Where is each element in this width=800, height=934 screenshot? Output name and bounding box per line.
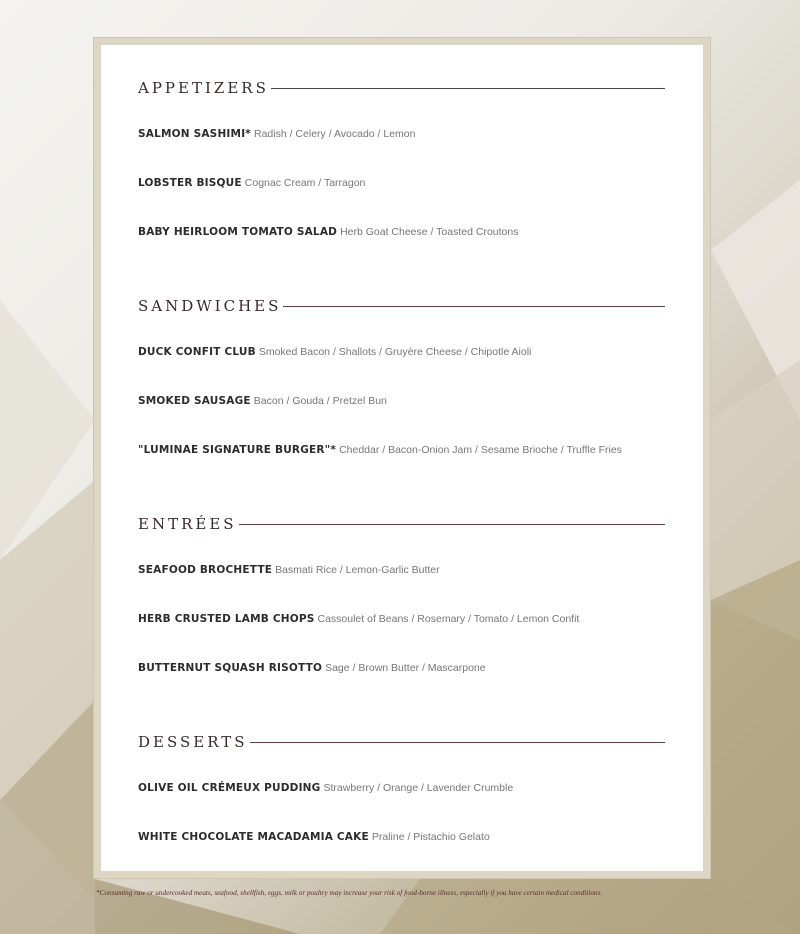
item-name: WHITE CHOCOLATE MACADAMIA CAKE	[138, 831, 369, 843]
item-name: SMOKED SAUSAGE	[138, 395, 251, 407]
item-description: Smoked Bacon / Shallots / Gruyère Cheese / Chipotle Aioli	[258, 346, 532, 358]
item-description: Praline / Pistachio Gelato	[371, 831, 490, 843]
item-name: "LUMINAE SIGNATURE BURGER"*	[138, 444, 337, 456]
section-divider	[239, 524, 665, 525]
section-divider	[250, 742, 665, 743]
section-sandwiches	[138, 296, 665, 456]
allergy-footnote: *Consuming raw or undercooked meats, seafood, shellfish, eggs, milk or poultry may increase your risk of food-borne illness, especially if you have certain medical conditions.	[96, 889, 603, 897]
item-description: Sage / Brown Butter / Mascarpone	[325, 662, 486, 674]
item-name: OLIVE OIL CRÉMEUX PUDDING	[138, 782, 321, 794]
section-header	[138, 732, 665, 752]
item-name: SALMON SASHIMI*	[138, 128, 251, 140]
menu-card	[101, 45, 703, 871]
section-header	[138, 78, 665, 98]
item-description: Cognac Cream / Tarragon	[244, 177, 366, 189]
section-entrees	[138, 514, 665, 674]
item-description: Radish / Celery / Avocado / Lemon	[254, 128, 416, 140]
item-description: Basmati Rice / Lemon-Garlic Butter	[275, 564, 440, 576]
menu-item	[138, 124, 415, 142]
menu-item	[138, 440, 622, 458]
item-description: Strawberry / Orange / Lavender Crumble	[323, 782, 514, 794]
menu-item	[138, 658, 486, 676]
menu-item	[138, 391, 387, 409]
section-divider	[271, 88, 665, 89]
menu-item	[138, 609, 579, 627]
item-description: Cheddar / Bacon-Onion Jam / Sesame Brioche / Truffle Fries	[339, 444, 622, 456]
section-divider	[283, 306, 665, 307]
section-desserts	[138, 732, 665, 843]
menu-item	[138, 222, 518, 240]
section-header	[138, 296, 665, 316]
section-title: ENTRÉES	[138, 515, 237, 533]
menu-item	[138, 560, 440, 578]
item-name: HERB CRUSTED LAMB CHOPS	[138, 613, 315, 625]
item-name: LOBSTER BISQUE	[138, 177, 242, 189]
menu-item	[138, 173, 365, 191]
menu-item	[138, 778, 513, 796]
item-description: Bacon / Gouda / Pretzel Bun	[253, 395, 387, 407]
menu-item	[138, 827, 490, 845]
item-name: SEAFOOD BROCHETTE	[138, 564, 273, 576]
section-title: SANDWICHES	[138, 297, 282, 315]
menu-item	[138, 342, 531, 360]
item-description: Herb Goat Cheese / Toasted Croutons	[340, 226, 519, 238]
section-header	[138, 514, 665, 534]
section-title: APPETIZERS	[138, 79, 269, 97]
section-appetizers	[138, 78, 665, 238]
item-description: Cassoulet of Beans / Rosemary / Tomato / Lemon Confit	[317, 613, 580, 625]
item-name: BABY HEIRLOOM TOMATO SALAD	[138, 226, 338, 238]
item-name: BUTTERNUT SQUASH RISOTTO	[138, 662, 323, 674]
item-name: DUCK CONFIT CLUB	[138, 346, 256, 358]
section-title: DESSERTS	[138, 733, 248, 751]
